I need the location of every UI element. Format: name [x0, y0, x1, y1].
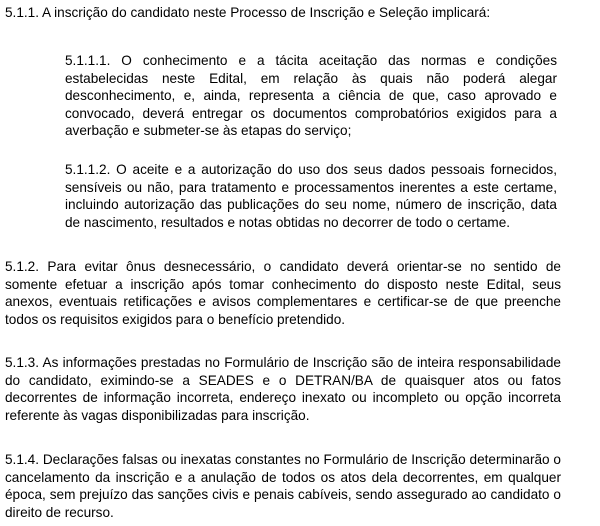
clause-5-1-2: 5.1.2. Para evitar ônus desnecessário, o candidato deverá orientar-se no sentido de somente efetuar a inscrição após tomar conhecimento do disposto neste Edital, seus anexos, eventuais retificações e avisos complementares e certificar-se de que preenche todos os requisitos exigidos para o benefício pretendido.	[5, 259, 561, 327]
clause-5-1-1-intro: 5.1.1. A inscrição do candidato neste Processo de Inscrição e Seleção implicará:	[5, 5, 491, 20]
clause-5-1-3: 5.1.3. As informações prestadas no Formulário de Inscrição são de inteira responsabilidade do candidato, eximindo-se a SEADES e o DETRAN/BA de quaisquer atos ou fatos decorrentes de informação incorreta, endereço inexato ou incompleto ou opção incorreta referente às vagas disponibilizadas para inscrição.	[5, 355, 561, 423]
clause-5-1-4: 5.1.4. Declarações falsas ou inexatas constantes no Formulário de Inscrição determinarão o cancelamento da inscrição e a anulação de todos os atos dela decorrentes, em qualquer época, sem prejuízo das sanções civis e penais cabíveis, sendo assegurado ao candidato o direito de recurso.	[5, 452, 561, 520]
clause-5-1-1-1: 5.1.1.1. O conhecimento e a tácita aceitação das normas e condições estabelecidas neste Edital, em relação às quais não poderá alegar desconhecimento, e, ainda, representa a ciência de que, caso aprovado e convocado, deverá entregar os documentos comprobatórios exigidos para a averbação e submeter-se às etapas do serviço;	[65, 53, 557, 139]
clause-5-1-1-2: 5.1.1.2. O aceite e a autorização do uso dos seus dados pessoais fornecidos, sensíveis ou não, para tratamento e processamentos inerentes a este certame, incluindo autorização das publicações do seu nome, número de inscrição, data de nascimento, resultados e notas obtidas no decorrer de todo o certame.	[65, 162, 557, 230]
